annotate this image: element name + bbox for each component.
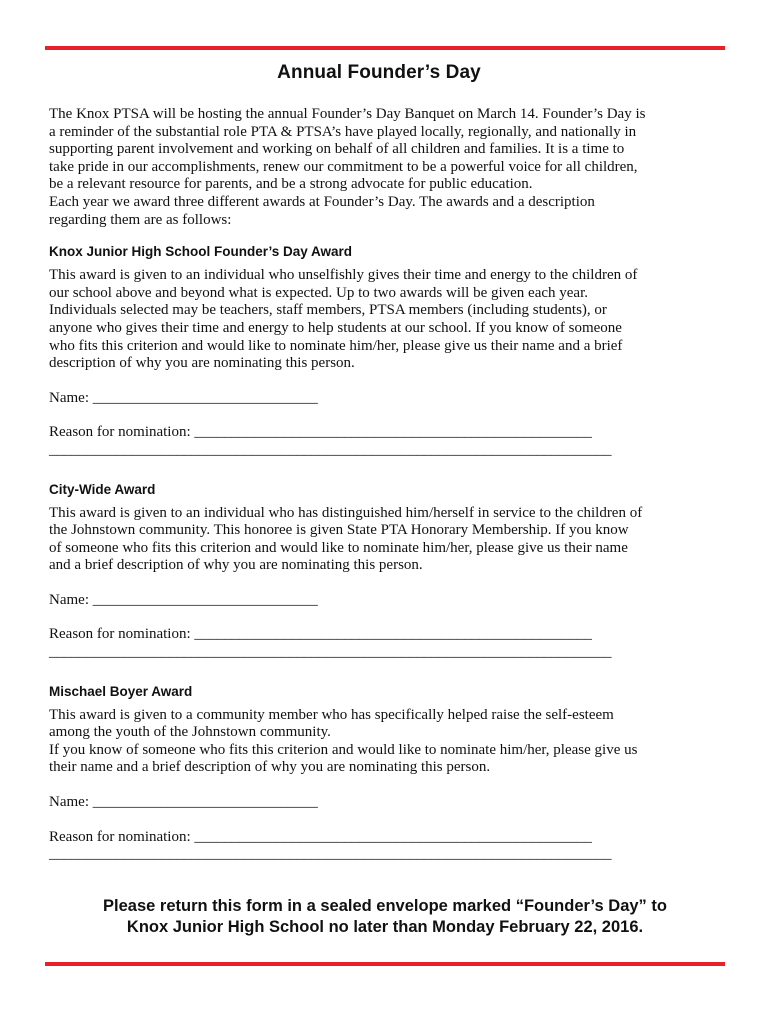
reason-field-continuation[interactable]: ___________________________________________________________________________ <box>49 644 612 661</box>
award-description-line: This award is given to a community member who has specifically helped raise the self-esteem <box>49 706 614 723</box>
name-field[interactable]: Name: ______________________________ <box>49 591 318 608</box>
award-description-line: This award is given to an individual who unselfishly gives their time and energy to the children of <box>49 267 638 284</box>
intro-line: supporting parent involvement and working on behalf of all children and families. It is a time to <box>49 141 625 158</box>
award-section-mischael-boyer <box>49 684 709 864</box>
page-title: Annual Founder’s Day <box>277 62 481 83</box>
intro-line: take pride in our accomplishments, renew our commitment to be a powerful voice for all children, <box>49 158 638 175</box>
award-description-line: our school above and beyond what is expected. Up to two awards will be given each year. <box>49 284 589 301</box>
award-heading: City-Wide Award <box>49 481 156 497</box>
reason-field-line[interactable]: Reason for nomination: _____________________________________________________ <box>49 626 592 643</box>
award-section-city-wide <box>49 482 709 662</box>
reason-field-line[interactable]: Reason for nomination: _____________________________________________________ <box>49 828 592 845</box>
intro-line: Each year we award three different awards at Founder’s Day. The awards and a description <box>49 193 595 210</box>
reason-field[interactable] <box>49 829 709 864</box>
award-description-line: who fits this criterion and would like to nominate him/her, please give us their name and a brief <box>49 337 623 354</box>
reason-field[interactable] <box>49 626 709 661</box>
award-section-knox <box>49 244 709 459</box>
bottom-red-rule <box>45 962 725 966</box>
return-instructions-line: Please return this form in a sealed envelope marked “Founder’s Day” to <box>103 897 667 915</box>
award-description-line: description of why you are nominating this person. <box>49 355 355 372</box>
return-instructions-line: Knox Junior High School no later than Monday February 22, 2016. <box>126 918 644 936</box>
award-description <box>49 267 709 373</box>
reason-field-continuation[interactable]: ___________________________________________________________________________ <box>49 441 612 458</box>
award-description-line: If you know of someone who fits this criterion and would like to nominate him/her, please give us <box>49 741 638 758</box>
award-description-line: This award is given to an individual who has distinguished him/herself in service to the children of <box>49 504 643 521</box>
name-field[interactable]: Name: ______________________________ <box>49 794 318 811</box>
top-red-rule <box>45 46 725 50</box>
form-content <box>49 62 709 886</box>
intro-paragraph <box>49 106 709 229</box>
award-heading: Knox Junior High School Founder’s Day Award <box>49 244 353 260</box>
name-field[interactable]: Name: ______________________________ <box>49 389 318 406</box>
reason-field-line[interactable]: Reason for nomination: _____________________________________________________ <box>49 424 592 441</box>
award-description-line: of someone who fits this criterion and would like to nominate him/her, please give us their name <box>49 539 628 556</box>
award-description-line: among the youth of the Johnstown community. <box>49 724 331 741</box>
award-description-line: and a brief description of why you are nominating this person. <box>49 557 423 574</box>
reason-field-continuation[interactable]: ___________________________________________________________________________ <box>49 846 612 863</box>
award-heading: Mischael Boyer Award <box>49 683 193 699</box>
award-description-line: the Johnstown community. This honoree is given State PTA Honorary Membership. If you know <box>49 522 629 539</box>
award-description-line: their name and a brief description of why you are nominating this person. <box>49 759 491 776</box>
reason-field[interactable] <box>49 424 709 459</box>
intro-line: regarding them are as follows: <box>49 211 232 228</box>
intro-line: be a relevant resource for parents, and be a strong advocate for public education. <box>49 176 533 193</box>
intro-line: The Knox PTSA will be hosting the annual Founder’s Day Banquet on March 14. Founder’s Day is <box>49 106 646 122</box>
award-description-line: anyone who gives their time and energy to help students at our school. If you know of someone <box>49 319 622 336</box>
award-description-line: Individuals selected may be teachers, staff members, PTSA members (including students), or <box>49 302 607 319</box>
return-instructions <box>45 896 725 938</box>
award-description <box>49 707 709 777</box>
intro-line: a reminder of the substantial role PTA & PTSA’s have played locally, regionally, and nationally in <box>49 123 637 140</box>
award-description <box>49 505 709 575</box>
